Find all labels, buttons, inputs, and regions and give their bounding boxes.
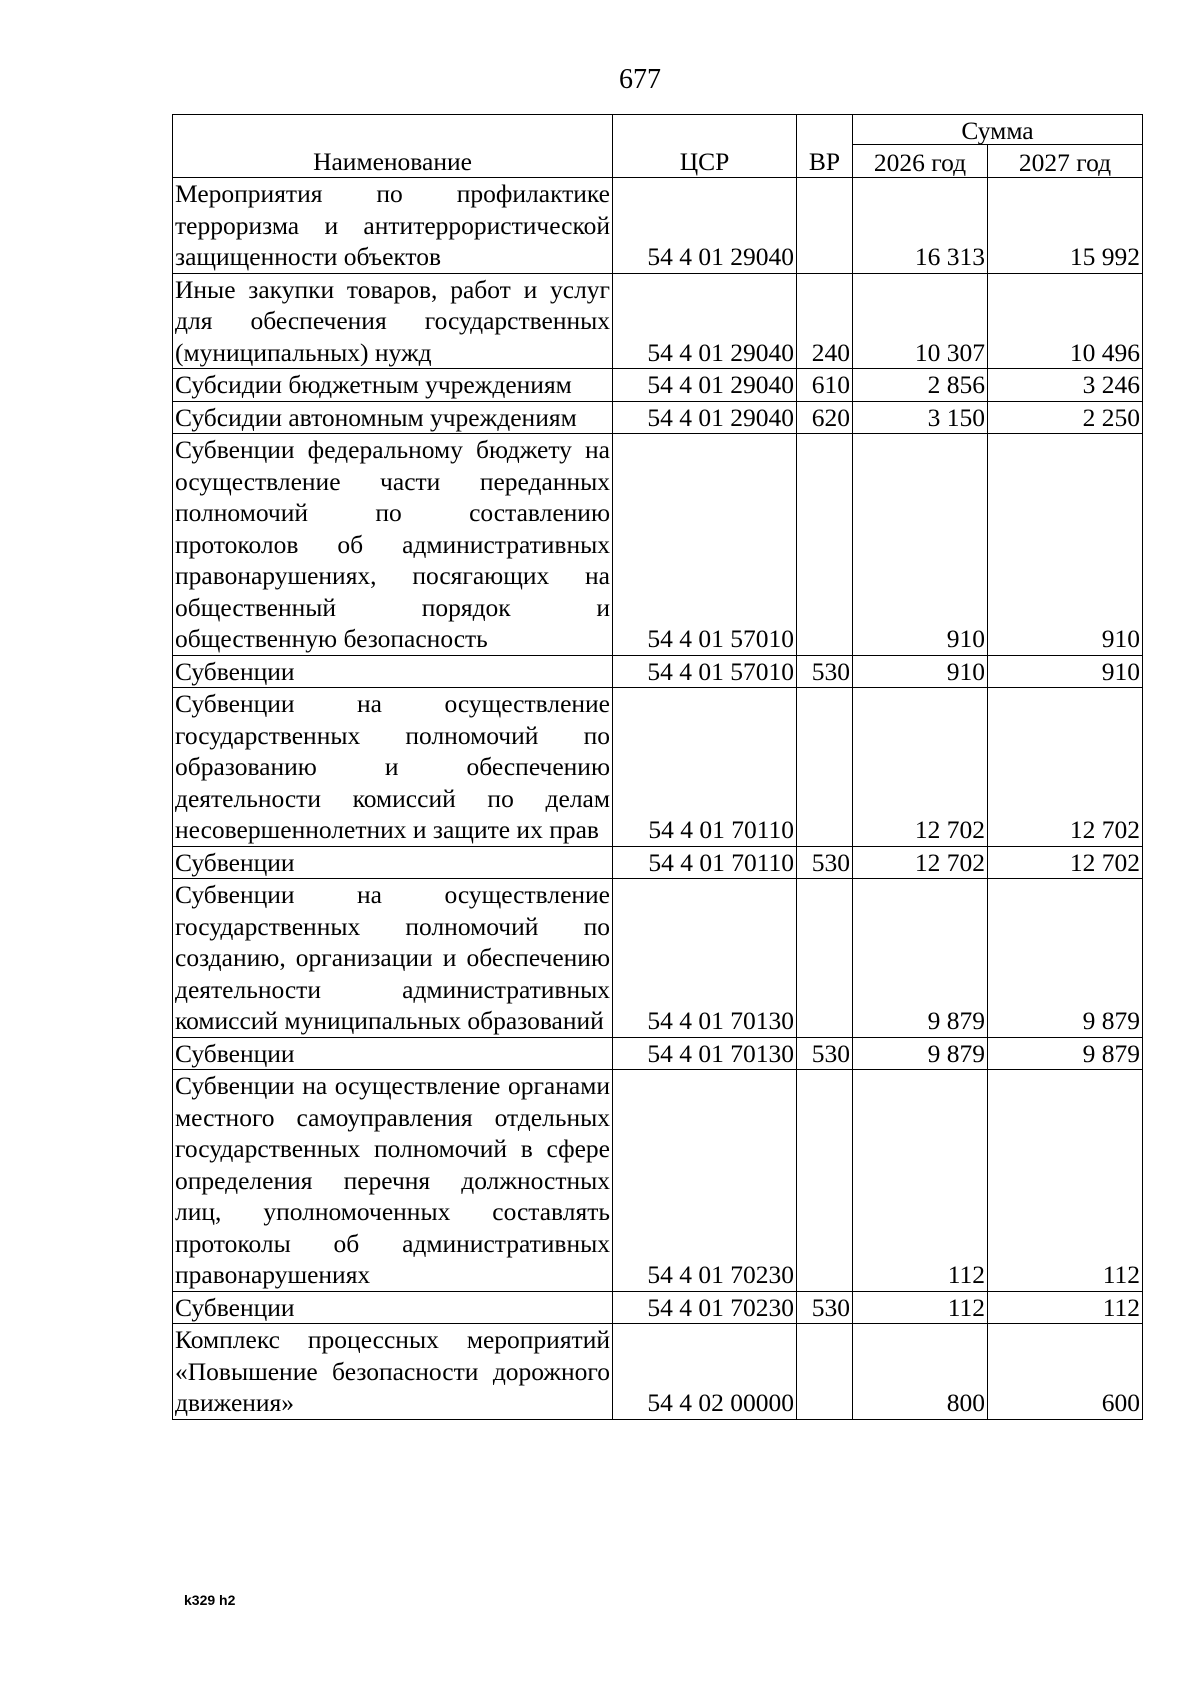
row-name: Субвенции на осуществление государственных полномочий по образованию и обеспечению деятельности комиссий по делам несовершеннолетних и защите их прав xyxy=(173,688,613,847)
row-csr: 54 4 01 70110 xyxy=(613,846,797,879)
budget-table xyxy=(172,114,1143,1420)
row-csr: 54 4 01 70130 xyxy=(613,879,797,1038)
row-csr: 54 4 01 57010 xyxy=(613,434,797,656)
row-vr: 530 xyxy=(797,1291,853,1324)
row-sum-2027: 10 496 xyxy=(988,273,1143,369)
table-row xyxy=(173,1291,1143,1324)
row-sum-2027: 600 xyxy=(988,1324,1143,1420)
row-sum-2026: 800 xyxy=(853,1324,988,1420)
header-name: Наименование xyxy=(173,115,613,178)
row-vr xyxy=(797,1324,853,1420)
table-row xyxy=(173,688,1143,847)
row-sum-2026: 12 702 xyxy=(853,846,988,879)
table-row xyxy=(173,879,1143,1038)
row-csr: 54 4 01 70230 xyxy=(613,1070,797,1292)
row-sum-2026: 10 307 xyxy=(853,273,988,369)
table-row xyxy=(173,1070,1143,1292)
header-year-2027: 2027 год xyxy=(988,145,1143,178)
header-year-2026: 2026 год xyxy=(853,145,988,178)
row-vr xyxy=(797,178,853,274)
row-csr: 54 4 01 29040 xyxy=(613,178,797,274)
row-name: Субсидии бюджетным учреждениям xyxy=(173,369,613,402)
row-vr: 530 xyxy=(797,655,853,688)
table-row xyxy=(173,655,1143,688)
row-name: Мероприятия по профилактике терроризма и антитеррористической защищенности объектов xyxy=(173,178,613,274)
row-sum-2026: 910 xyxy=(853,655,988,688)
row-sum-2027: 9 879 xyxy=(988,879,1143,1038)
row-sum-2027: 12 702 xyxy=(988,688,1143,847)
row-sum-2027: 15 992 xyxy=(988,178,1143,274)
row-sum-2027: 12 702 xyxy=(988,846,1143,879)
row-vr: 610 xyxy=(797,369,853,402)
row-sum-2027: 910 xyxy=(988,434,1143,656)
row-name: Иные закупки товаров, работ и услуг для обеспечения государственных (муниципальных) нужд xyxy=(173,273,613,369)
header-sum: Сумма xyxy=(853,115,1143,145)
row-sum-2026: 112 xyxy=(853,1070,988,1292)
row-name: Субвенции на осуществление органами местного самоуправления отдельных государственных полномочий в сфере определения перечня должностных лиц, уполномоченных составлять протоколы об административных правонарушениях xyxy=(173,1070,613,1292)
row-csr: 54 4 02 00000 xyxy=(613,1324,797,1420)
row-sum-2027: 112 xyxy=(988,1291,1143,1324)
footer-code: k329 h2 xyxy=(184,1592,236,1608)
table-row xyxy=(173,434,1143,656)
row-sum-2026: 12 702 xyxy=(853,688,988,847)
row-csr: 54 4 01 70130 xyxy=(613,1037,797,1070)
row-csr: 54 4 01 57010 xyxy=(613,655,797,688)
row-vr: 240 xyxy=(797,273,853,369)
header-csr: ЦСР xyxy=(613,115,797,178)
page-number: 677 xyxy=(619,64,661,95)
row-sum-2026: 9 879 xyxy=(853,879,988,1038)
row-vr: 620 xyxy=(797,401,853,434)
row-name: Комплекс процессных мероприятий «Повышение безопасности дорожного движения» xyxy=(173,1324,613,1420)
row-name: Субсидии автономным учреждениям xyxy=(173,401,613,434)
row-csr: 54 4 01 29040 xyxy=(613,369,797,402)
row-name: Субвенции на осуществление государственных полномочий по созданию, организации и обеспечению деятельности административных комиссий муниципальных образований xyxy=(173,879,613,1038)
row-name: Субвенции xyxy=(173,655,613,688)
row-sum-2026: 9 879 xyxy=(853,1037,988,1070)
row-sum-2027: 3 246 xyxy=(988,369,1143,402)
row-name: Субвенции xyxy=(173,1291,613,1324)
row-vr xyxy=(797,879,853,1038)
row-vr xyxy=(797,434,853,656)
table-row xyxy=(173,1324,1143,1420)
row-sum-2027: 9 879 xyxy=(988,1037,1143,1070)
row-sum-2026: 2 856 xyxy=(853,369,988,402)
header-vr: ВР xyxy=(797,115,853,178)
row-vr: 530 xyxy=(797,846,853,879)
table-row xyxy=(173,401,1143,434)
row-vr: 530 xyxy=(797,1037,853,1070)
row-name: Субвенции xyxy=(173,1037,613,1070)
row-csr: 54 4 01 70230 xyxy=(613,1291,797,1324)
row-name: Субвенции xyxy=(173,846,613,879)
row-sum-2027: 112 xyxy=(988,1070,1143,1292)
row-vr xyxy=(797,688,853,847)
row-csr: 54 4 01 29040 xyxy=(613,401,797,434)
row-csr: 54 4 01 29040 xyxy=(613,273,797,369)
row-sum-2026: 3 150 xyxy=(853,401,988,434)
table-row xyxy=(173,846,1143,879)
row-csr: 54 4 01 70110 xyxy=(613,688,797,847)
row-sum-2026: 16 313 xyxy=(853,178,988,274)
row-sum-2026: 112 xyxy=(853,1291,988,1324)
table-row xyxy=(173,273,1143,369)
row-sum-2027: 910 xyxy=(988,655,1143,688)
row-sum-2027: 2 250 xyxy=(988,401,1143,434)
table-row xyxy=(173,178,1143,274)
row-name: Субвенции федеральному бюджету на осуществление части переданных полномочий по составлению протоколов об административных правонарушениях, посягающих на общественный порядок и общественную безопасность xyxy=(173,434,613,656)
table-row xyxy=(173,369,1143,402)
table-row xyxy=(173,1037,1143,1070)
row-sum-2026: 910 xyxy=(853,434,988,656)
row-vr xyxy=(797,1070,853,1292)
